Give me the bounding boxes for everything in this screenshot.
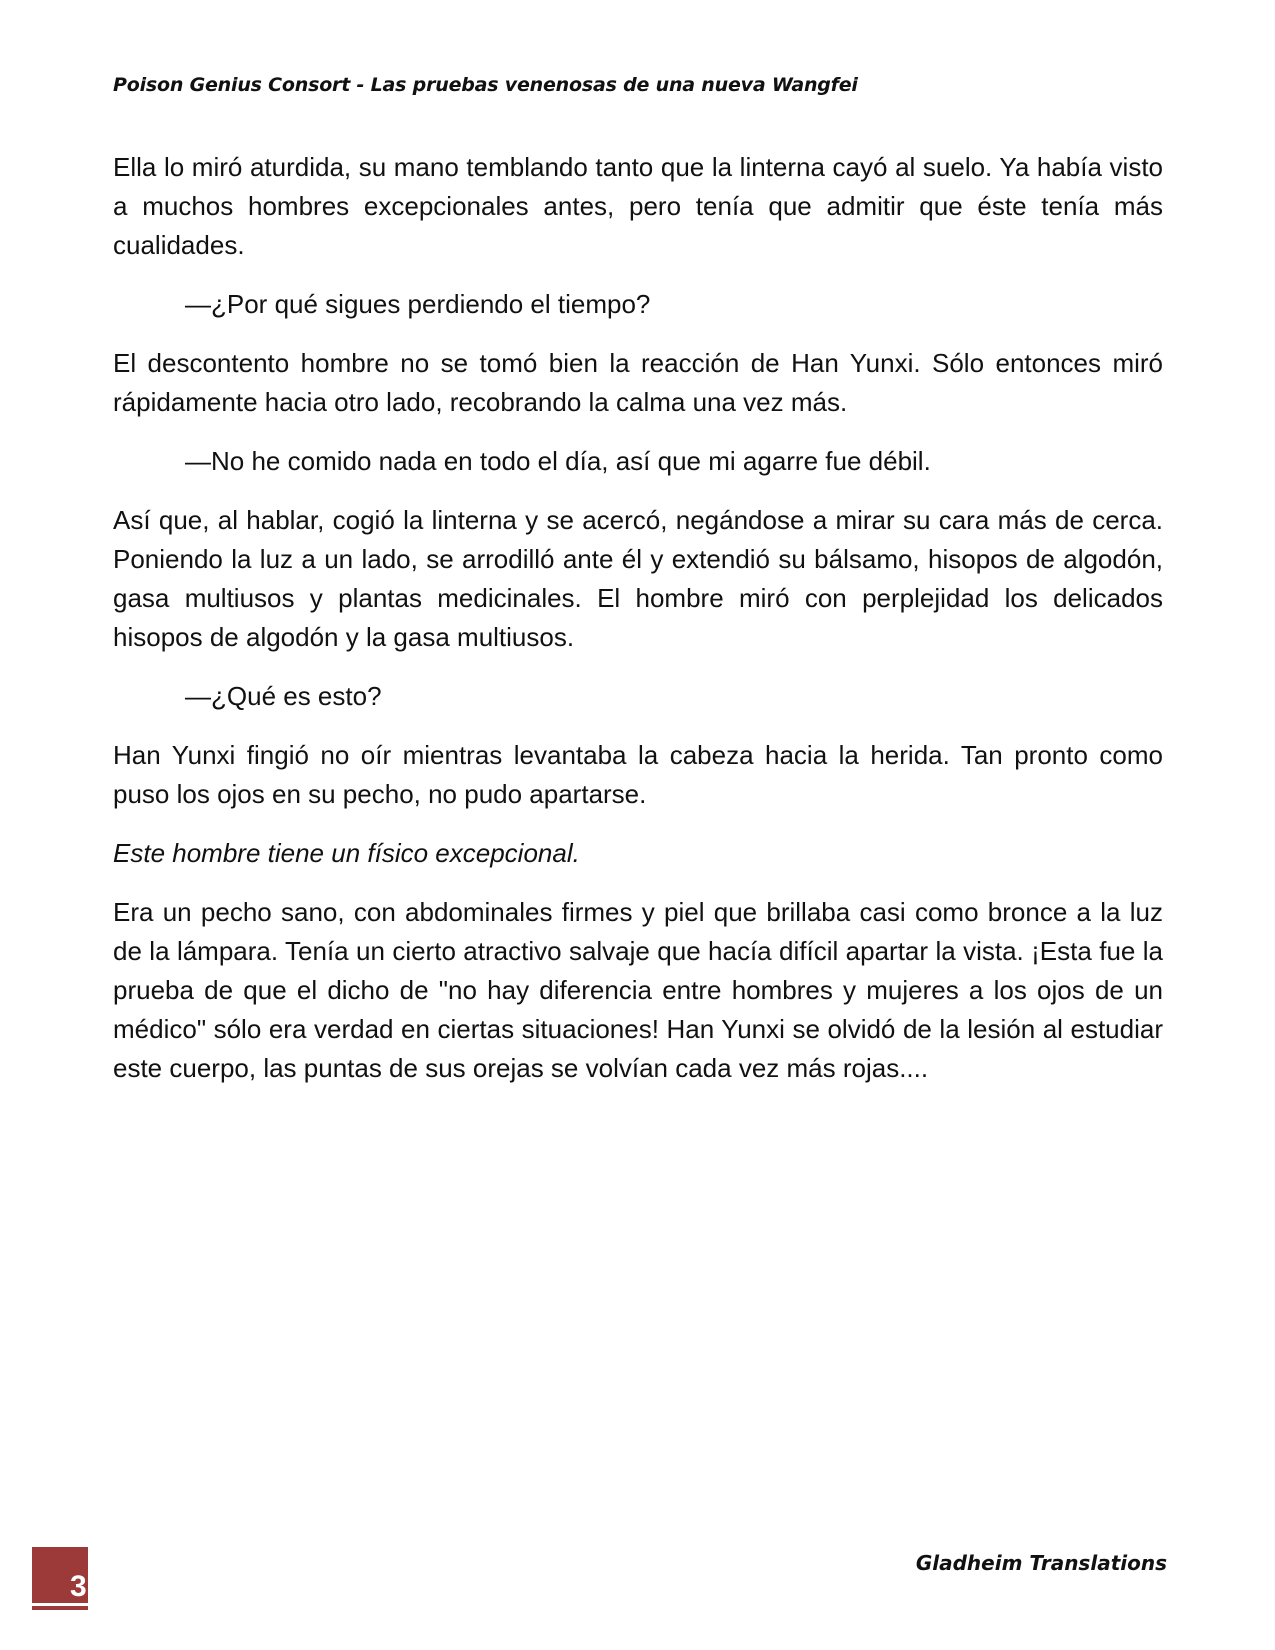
document-body bbox=[113, 148, 1163, 1108]
paragraph-4: Han Yunxi fingió no oír mientras levantaba la cabeza hacia la herida. Tan pronto como puso los ojos en su pecho, no pudo apartarse. bbox=[113, 740, 1163, 809]
paragraph-1: Ella lo miró aturdida, su mano temblando tanto que la linterna cayó al suelo. Ya había visto a muchos hombres excepcionales antes, pero tenía que admitir que éste tenía más cualidades. bbox=[113, 152, 1163, 260]
page-number-underline bbox=[32, 1606, 88, 1610]
paragraph-6: Era un pecho sano, con abdominales firmes y piel que brillaba casi como bronce a la luz de la lámpara. Tenía un cierto atractivo salvaje que hacía difícil apartar la vista. ¡Esta fue la prueba de que el dicho de "no hay diferencia entre hombres y mujeres a los ojos de un médico" sólo era verdad en ciertas situaciones! Han Yunxi se olvidó de la lesión al estudiar este cuerpo, las puntas de sus orejas se volvían cada vez más rojas.... bbox=[113, 897, 1163, 1083]
paragraph-2: El descontento hombre no se tomó bien la reacción de Han Yunxi. Sólo entonces miró rápidamente hacia otro lado, recobrando la calma una vez más. bbox=[113, 348, 1163, 417]
footer-credit: Gladheim Translations bbox=[915, 1551, 1167, 1575]
page-header-title: Poison Genius Consort - Las pruebas venenosas de una nueva Wangfei bbox=[113, 74, 858, 96]
paragraph-5-thought: Este hombre tiene un físico excepcional. bbox=[113, 838, 580, 868]
dialogue-2: —No he comido nada en todo el día, así que mi agarre fue débil. bbox=[185, 446, 931, 476]
paragraph-3: Así que, al hablar, cogió la linterna y se acercó, negándose a mirar su cara más de cerca. Poniendo la luz a un lado, se arrodilló ante él y extendió su bálsamo, hisopos de algodón, gasa multiusos y plantas medicinales. El hombre miró con perplejidad los delicados hisopos de algodón y la gasa multiusos. bbox=[113, 505, 1163, 652]
dialogue-3: —¿Qué es esto? bbox=[185, 681, 382, 711]
dialogue-1: —¿Por qué sigues perdiendo el tiempo? bbox=[185, 289, 651, 319]
page-number: 3 bbox=[70, 1570, 87, 1603]
